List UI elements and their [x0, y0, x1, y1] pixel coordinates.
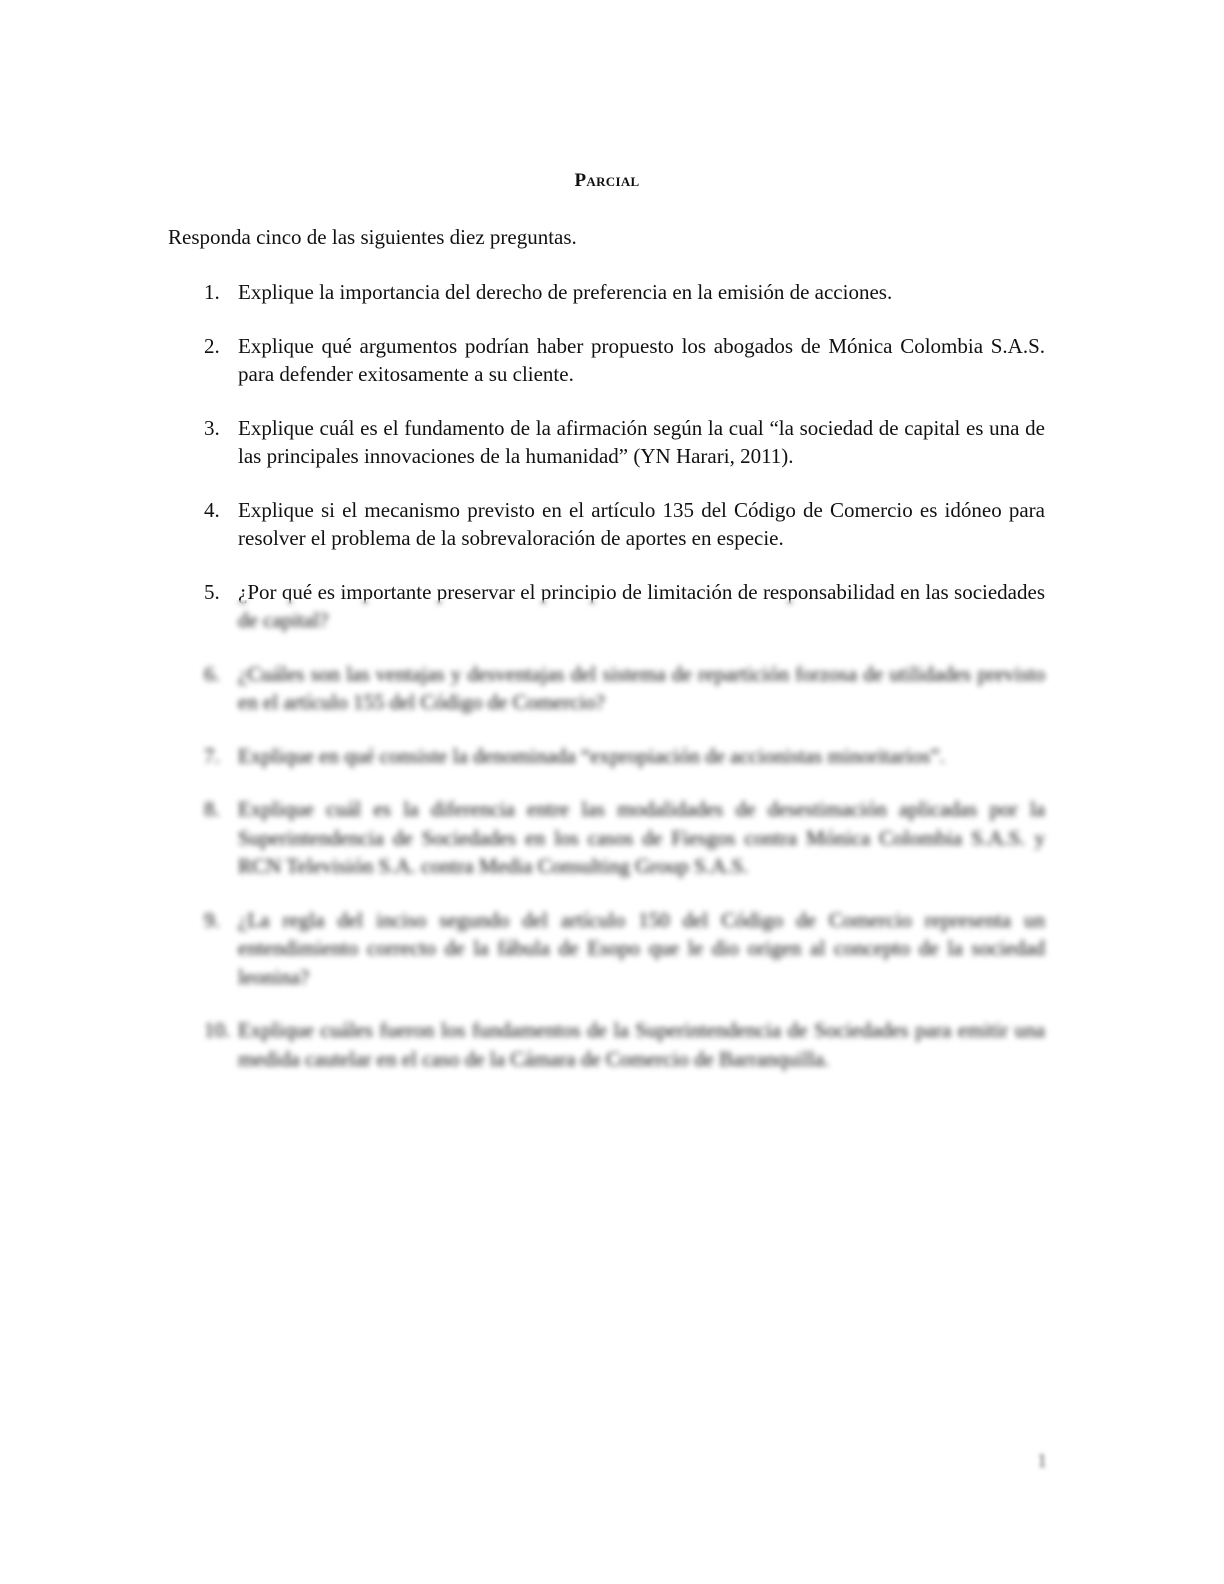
question-number: 8. [204, 797, 220, 821]
question-text: Explique cuáles fueron los fundamentos de la Superintendencia de Sociedades para emitir una medida cautelar en el caso de la Cámara de Comercio de Barranquilla. [238, 1018, 1045, 1071]
question-text: Explique si el mecanismo previsto en el artículo 135 del Código de Comercio es idóneo para resolver el problema de la sobrevaloración de aportes en especie. [238, 497, 1045, 550]
question-text: ¿Cuáles son las ventajas y desventajas del sistema de repartición forzosa de utilidades previsto en el artículo 155 del Código de Comercio? [238, 661, 1045, 714]
question-text: Explique la importancia del derecho de preferencia en la emisión de acciones. [238, 280, 893, 304]
question-item [200, 496, 1045, 553]
question-number: 10. [204, 1018, 231, 1042]
question-number: 5. [204, 579, 220, 604]
question-item [200, 414, 1045, 471]
question-text: Explique cuál es el fundamento de la afirmación según la cual “la sociedad de capital es una de las principales innovaciones de la humanidad” (YN Harari, 2011). [238, 415, 1045, 468]
question-number: 3. [204, 415, 220, 440]
question-text: Explique en qué consiste la denominada “expropiación de accionistas minoritarios”. [238, 743, 945, 768]
question-text: Explique qué argumentos podrían haber propuesto los abogados de Mónica Colombia S.A.S. para defender exitosamente a su cliente. [238, 333, 1045, 386]
question-number: 7. [204, 743, 220, 768]
question-text: ¿La regla del inciso segundo del artículo 150 del Código de Comercio representa un entendimiento correcto de la fábula de Esopo que le dio origen al concepto de la sociedad leonina? [238, 907, 1045, 989]
question-text: Explique cuál es la diferencia entre las modalidades de desestimación aplicadas por la Superintendencia de Sociedades en los casos de Fiesgos contra Mónica Colombia S.A.S. y RCN Televisión S.A. contra Media Consulting Group S.A.S. [238, 797, 1045, 878]
question-number: 9. [204, 907, 220, 932]
question-number: 6. [204, 661, 220, 686]
document-title: Parcial [574, 170, 640, 191]
question-number: 2. [204, 333, 220, 358]
instructions: Responda cinco de las siguientes diez preguntas. [168, 225, 577, 249]
page-number: 1 [1037, 1450, 1047, 1472]
question-text: ¿Por qué es importante preservar el principio de limitación de responsabilidad en las sociedades de capital? [238, 579, 1045, 632]
question-number: 4. [204, 497, 220, 522]
question-number: 1. [204, 280, 220, 304]
question-item [200, 278, 1045, 307]
question-item [200, 332, 1045, 389]
blurred-preview-overlay [190, 600, 1070, 1080]
